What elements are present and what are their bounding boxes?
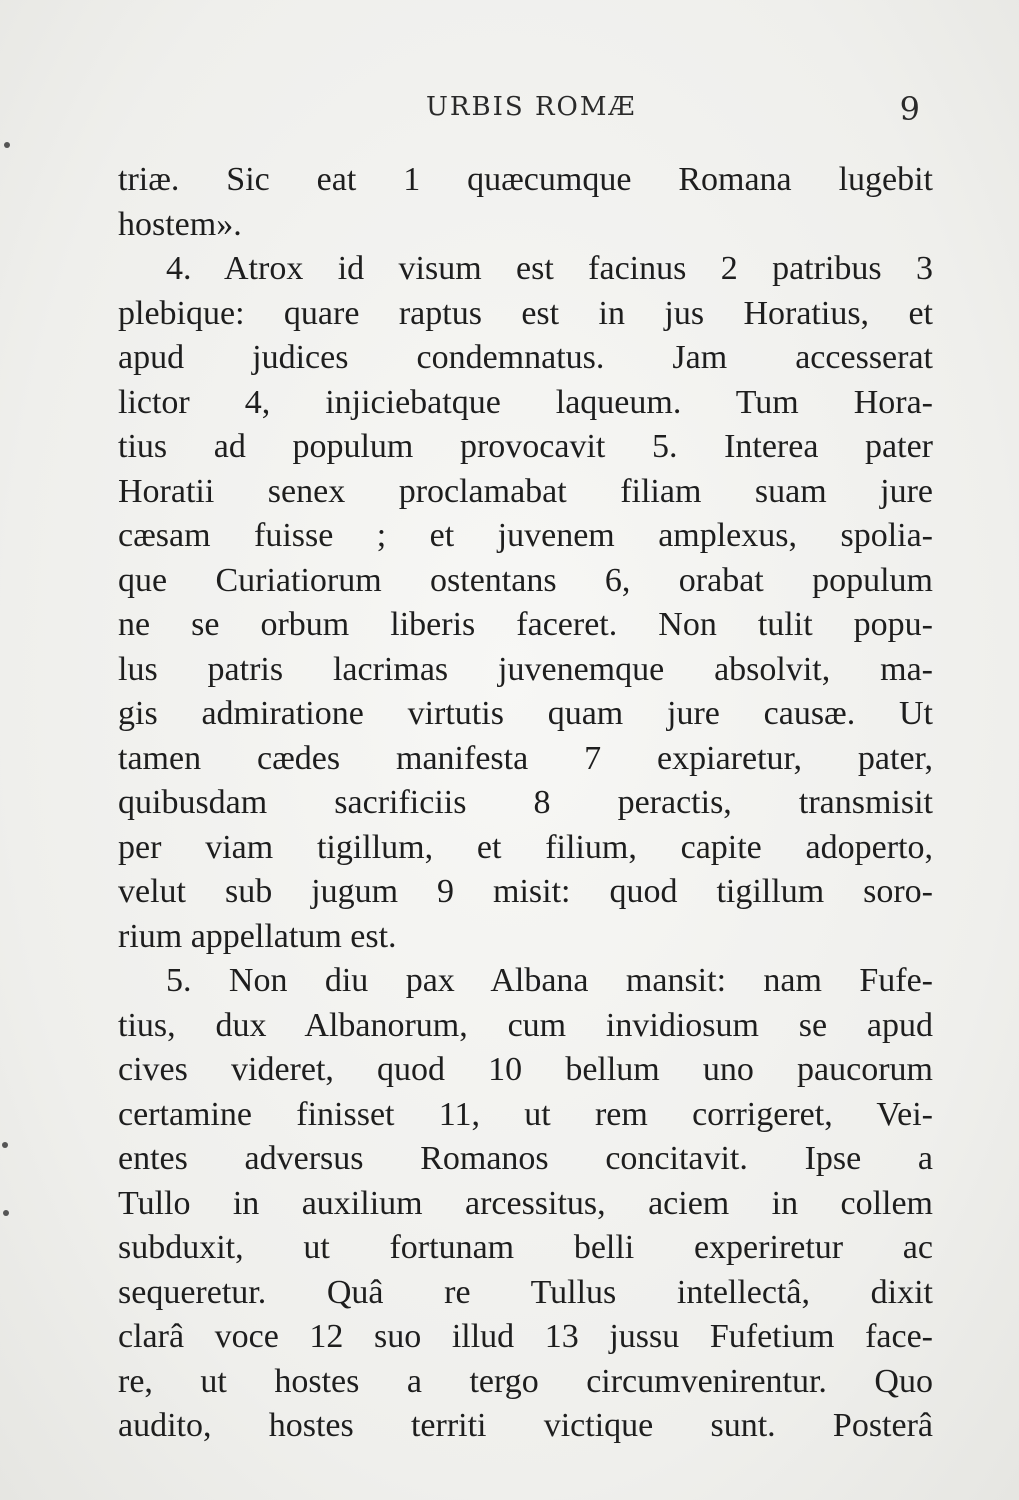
text-line: tius ad populum provocavit 5. Interea pater (118, 428, 933, 465)
page-edge-mark (3, 1210, 9, 1216)
page-edge-mark (2, 1142, 8, 1148)
text-line: lictor 4, injiciebatque laqueum. Tum Hora- (118, 383, 933, 421)
text-line: entes adversus Romanos concitavit. Ipse a (118, 1140, 933, 1177)
running-head: URBIS ROMÆ (426, 92, 637, 122)
text-line: Tullo in auxilium arcessitus, aciem in collem (118, 1184, 933, 1222)
text-line: per viam tigillum, et filium, capite adoperto, (118, 828, 933, 866)
text-line: quibusdam sacrificiis 8 peractis, transmisit (118, 784, 933, 821)
text-line: audito, hostes territi victique sunt. Posterâ (118, 1407, 933, 1444)
text-line: sequeretur. Quâ re Tullus intellectâ, dixit (118, 1273, 933, 1311)
text-line: subduxit, ut fortunam belli experiretur ac (118, 1229, 933, 1266)
text-line: tamen cædes manifesta 7 expiaretur, pater, (118, 739, 933, 777)
text-line: tius, dux Albanorum, cum invidiosum se apud (118, 1006, 933, 1044)
text-line: cæsam fuisse ; et juvenem amplexus, spolia- (118, 517, 933, 554)
paragraph-4-first-line: 4. Atrox id visum est facinus 2 patribus 3 (166, 250, 933, 287)
text-line: plebique: quare raptus est in jus Horatius, et (118, 294, 933, 332)
text-line: ne se orbum liberis faceret. Non tulit popu- (118, 606, 933, 643)
page-header (120, 92, 920, 132)
text-line: lus patris lacrimas juvenemque absolvit, ma- (118, 650, 933, 688)
body-text (118, 158, 933, 1449)
page-edge-mark (4, 142, 10, 148)
text-line: velut sub jugum 9 misit: quod tigillum soro- (118, 873, 933, 910)
text-line: Horatii senex proclamabat filiam suam jure (118, 472, 933, 510)
paragraph-5-first-line: 5. Non diu pax Albana mansit: nam Fufe- (166, 962, 933, 999)
text-line: clarâ voce 12 suo illud 13 jussu Fufetium face- (118, 1318, 933, 1355)
text-line: re, ut hostes a tergo circumvenirentur. Quo (118, 1362, 933, 1400)
text-line: triæ. Sic eat 1 quæcumque Romana lugebit (118, 161, 933, 198)
text-line: gis admiratione virtutis quam jure causæ. Ut (118, 695, 933, 732)
text-line: que Curiatiorum ostentans 6, orabat populum (118, 561, 933, 599)
text-line: rium appellatum est. (118, 917, 397, 955)
text-line: certamine finisset 11, ut rem corrigeret, Vei- (118, 1095, 933, 1133)
text-line: apud judices condemnatus. Jam accesserat (118, 339, 933, 376)
text-line: cives videret, quod 10 bellum uno paucorum (118, 1051, 933, 1088)
text-line: hostem». (118, 205, 242, 243)
page-number: 9 (899, 90, 920, 128)
